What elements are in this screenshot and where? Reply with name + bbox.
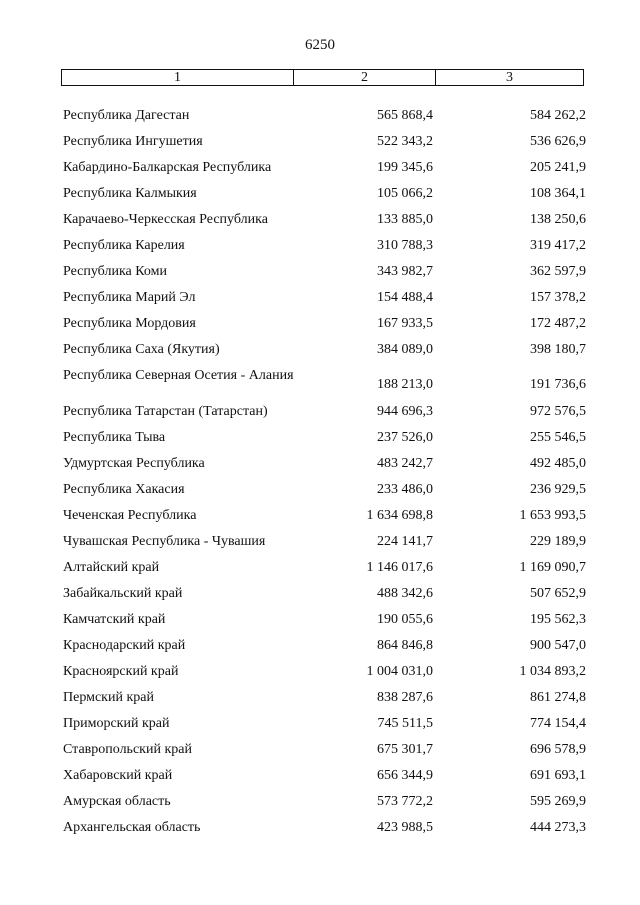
table-row <box>0 766 640 792</box>
value-col-2: 573 772,2 <box>377 794 433 809</box>
table-body <box>0 106 640 844</box>
value-col-3: 205 241,9 <box>530 160 586 175</box>
table-row <box>0 454 640 480</box>
value-col-2: 483 242,7 <box>377 456 433 471</box>
value-col-2: 233 486,0 <box>377 482 433 497</box>
value-col-3: 861 274,8 <box>530 690 586 705</box>
value-col-2: 105 066,2 <box>377 186 433 201</box>
table-row <box>0 506 640 532</box>
region-name: Ставропольский край <box>63 742 192 757</box>
table-row <box>0 428 640 454</box>
value-col-2: 423 988,5 <box>377 820 433 835</box>
region-name: Алтайский край <box>63 560 160 575</box>
region-name: Республика Татарстан (Татарстан) <box>63 404 268 419</box>
value-col-2: 190 055,6 <box>377 612 433 627</box>
table-row <box>0 262 640 288</box>
value-col-3: 900 547,0 <box>530 638 586 653</box>
value-col-2: 1 634 698,8 <box>366 508 433 523</box>
region-name: Республика Марий Эл <box>63 290 196 305</box>
table-row <box>0 584 640 610</box>
region-name: Забайкальский край <box>63 586 183 601</box>
region-name: Амурская область <box>63 794 171 809</box>
table-row <box>0 480 640 506</box>
value-col-2: 522 343,2 <box>377 134 433 149</box>
value-col-2: 1 146 017,6 <box>366 560 433 575</box>
table-row <box>0 184 640 210</box>
table-row <box>0 314 640 340</box>
table-row <box>0 558 640 584</box>
value-col-3: 1 653 993,5 <box>519 508 586 523</box>
value-col-2: 384 089,0 <box>377 342 433 357</box>
region-name: Краснодарский край <box>63 638 186 653</box>
table-row <box>0 818 640 844</box>
region-name: Архангельская область <box>63 820 201 835</box>
table-row <box>0 106 640 132</box>
value-col-3: 1 034 893,2 <box>519 664 586 679</box>
region-name: Чувашская Республика - Чувашия <box>63 534 266 549</box>
table-row <box>0 610 640 636</box>
value-col-3: 319 417,2 <box>530 238 586 253</box>
value-col-3: 1 169 090,7 <box>519 560 586 575</box>
value-col-3: 108 364,1 <box>530 186 586 201</box>
value-col-2: 133 885,0 <box>377 212 433 227</box>
value-col-2: 745 511,5 <box>377 716 433 731</box>
value-col-3: 255 546,5 <box>530 430 586 445</box>
value-col-2: 488 342,6 <box>377 586 433 601</box>
region-name: Красноярский край <box>63 664 179 679</box>
value-col-3: 157 378,2 <box>530 290 586 305</box>
table-row <box>0 636 640 662</box>
region-name: Республика Калмыкия <box>63 186 197 201</box>
header-col-1: 1 <box>62 70 294 85</box>
value-col-2: 188 213,0 <box>377 377 433 392</box>
table-row <box>0 132 640 158</box>
value-col-2: 838 287,6 <box>377 690 433 705</box>
region-name: Республика Саха (Якутия) <box>63 342 220 357</box>
value-col-3: 195 562,3 <box>530 612 586 627</box>
value-col-2: 675 301,7 <box>377 742 433 757</box>
table-row <box>0 236 640 262</box>
table-row <box>0 288 640 314</box>
value-col-3: 191 736,6 <box>530 377 586 392</box>
table-row <box>0 688 640 714</box>
value-col-2: 944 696,3 <box>377 404 433 419</box>
table-row <box>0 662 640 688</box>
value-col-3: 236 929,5 <box>530 482 586 497</box>
region-name: Кабардино-Балкарская Республика <box>63 160 272 175</box>
value-col-2: 199 345,6 <box>377 160 433 175</box>
value-col-3: 398 180,7 <box>530 342 586 357</box>
page-number: 6250 <box>305 37 335 53</box>
region-name: Республика Мордовия <box>63 316 196 331</box>
value-col-2: 310 788,3 <box>377 238 433 253</box>
region-name: Республика Коми <box>63 264 167 279</box>
region-name: Республика Дагестан <box>63 108 190 123</box>
table-row <box>0 402 640 428</box>
region-name: Пермский край <box>63 690 154 705</box>
table-row <box>0 792 640 818</box>
value-col-3: 536 626,9 <box>530 134 586 149</box>
value-col-3: 172 487,2 <box>530 316 586 331</box>
region-name: Карачаево-Черкесская Республика <box>63 212 268 227</box>
region-name: Чеченская Республика <box>63 508 197 523</box>
value-col-3: 362 597,9 <box>530 264 586 279</box>
value-col-3: 595 269,9 <box>530 794 586 809</box>
table-row <box>0 714 640 740</box>
table-row <box>0 340 640 366</box>
table-row <box>0 532 640 558</box>
value-col-2: 656 344,9 <box>377 768 433 783</box>
header-col-3: 3 <box>506 70 513 85</box>
region-name: Приморский край <box>63 716 170 731</box>
value-col-2: 154 488,4 <box>377 290 433 305</box>
value-col-3: 584 262,2 <box>530 108 586 123</box>
value-col-3: 229 189,9 <box>530 534 586 549</box>
value-col-3: 492 485,0 <box>530 456 586 471</box>
value-col-3: 972 576,5 <box>530 404 586 419</box>
region-name: Удмуртская Республика <box>63 456 205 471</box>
value-col-2: 864 846,8 <box>377 638 433 653</box>
value-col-3: 507 652,9 <box>530 586 586 601</box>
region-name: Камчатский край <box>63 612 166 627</box>
region-name: Республика Тыва <box>63 430 166 445</box>
region-name: Республика Северная Осетия - Алания <box>63 368 294 383</box>
table-row <box>0 210 640 236</box>
value-col-3: 691 693,1 <box>530 768 586 783</box>
value-col-2: 1 004 031,0 <box>366 664 433 679</box>
value-col-3: 138 250,6 <box>530 212 586 227</box>
region-name: Республика Хакасия <box>63 482 185 497</box>
value-col-2: 167 933,5 <box>377 316 433 331</box>
value-col-2: 237 526,0 <box>377 430 433 445</box>
header-col-2: 2 <box>294 70 436 85</box>
value-col-2: 224 141,7 <box>377 534 433 549</box>
value-col-2: 343 982,7 <box>377 264 433 279</box>
value-col-3: 774 154,4 <box>530 716 586 731</box>
table-row <box>0 740 640 766</box>
table-row <box>0 158 640 184</box>
value-col-2: 565 868,4 <box>377 108 433 123</box>
value-col-3: 696 578,9 <box>530 742 586 757</box>
region-name: Республика Ингушетия <box>63 134 203 149</box>
table-header <box>61 69 584 86</box>
region-name: Хабаровский край <box>63 768 173 783</box>
value-col-3: 444 273,3 <box>530 820 586 835</box>
table-row <box>0 366 640 402</box>
region-name: Республика Карелия <box>63 238 185 253</box>
